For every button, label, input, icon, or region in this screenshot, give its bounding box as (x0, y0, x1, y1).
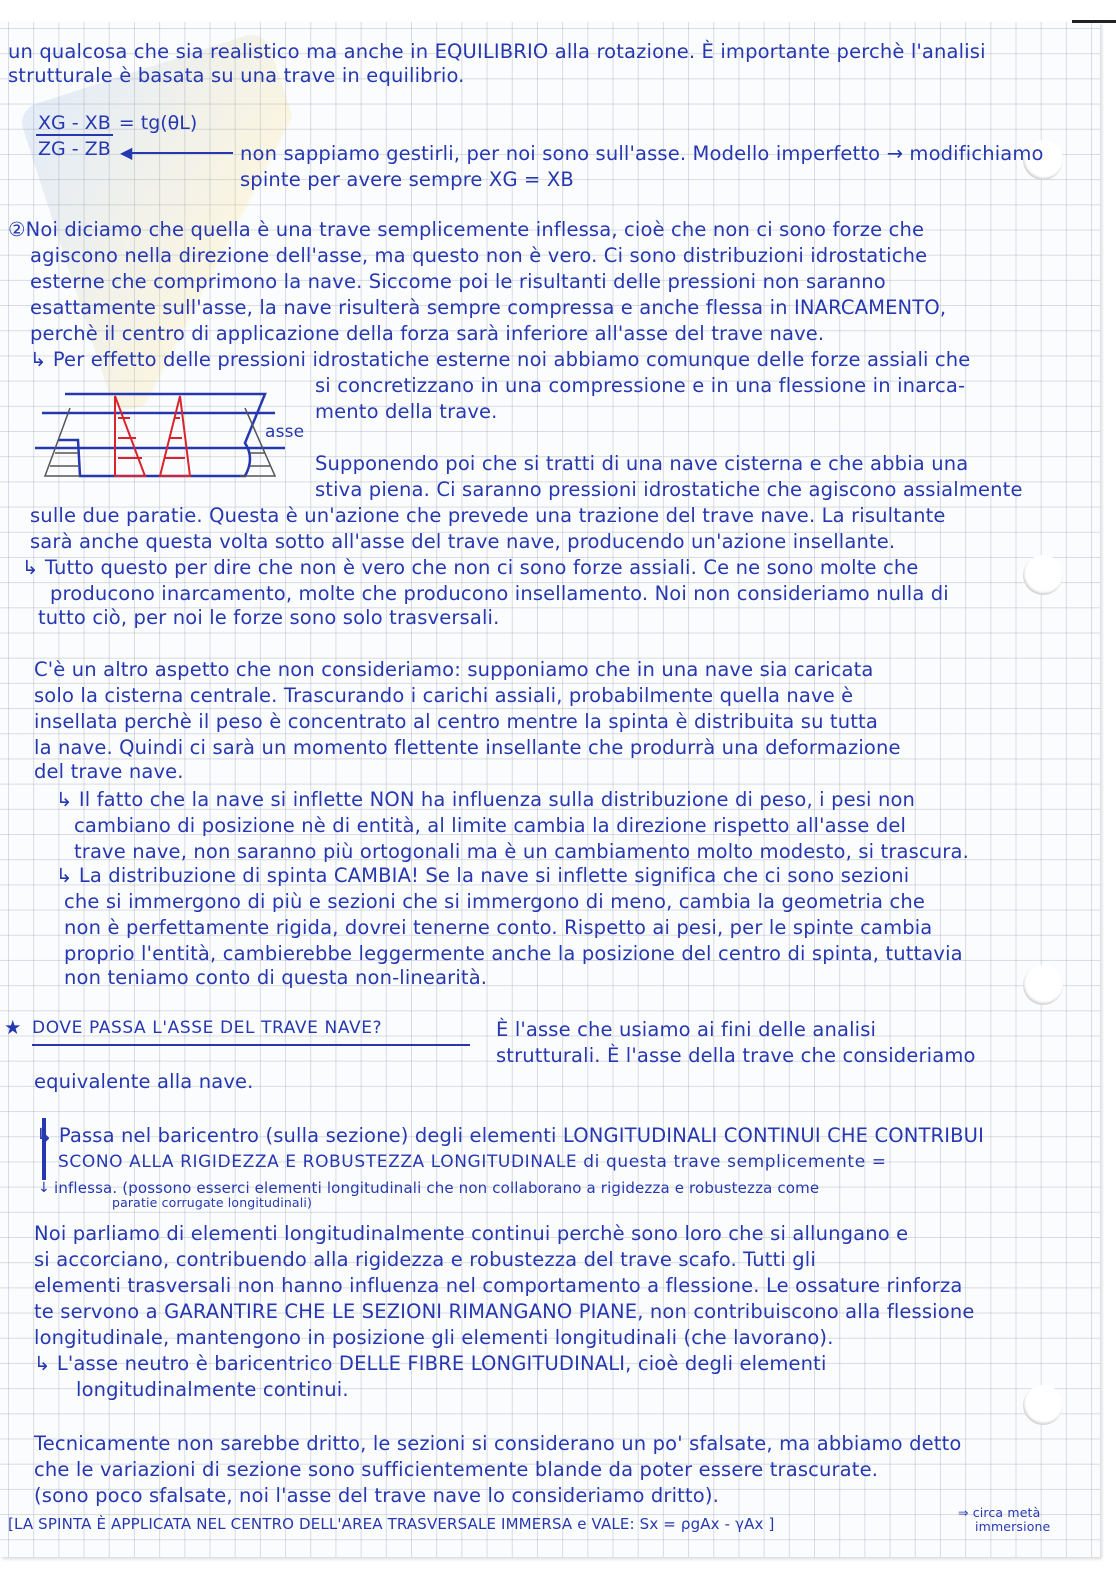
arrow-down-icon: ↓ (38, 1180, 50, 1196)
text-line: [LA SPINTA È APPLICATA NEL CENTRO DELL'AREA TRASVERSALE IMMERSA e VALE: Sx = ρgAx - γAx ] (8, 1515, 775, 1533)
punch-hole (1023, 965, 1063, 1005)
text-line: che si immergono di più e sezioni che si immergono di meno, cambia la geometria che (64, 890, 926, 913)
text-line: mento della trave. (315, 400, 498, 423)
text-line: ↳ Il fatto che la nave si inflette NON ha influenza sulla distribuzione di peso, i pesi non (56, 788, 916, 811)
text-line: inflessa. (possono esserci elementi longitudinali che non collaborano a rigidezza e robustezza come (54, 1179, 820, 1197)
text-line: ↳ Tutto questo per dire che non è vero che non ci sono forze assiali. Ce ne sono molte che (22, 556, 919, 579)
text-line: non è perfettamente rigida, dovrei tenerne conto. Rispetto ai pesi, per le spinte cambia (64, 916, 933, 939)
section-title: DOVE PASSA L'ASSE DEL TRAVE NAVE? (32, 1018, 383, 1038)
text-line: non sappiamo gestirli, per noi sono sull'asse. Modello imperfetto → modifichiamo (240, 142, 1044, 165)
title-underline (32, 1044, 470, 1046)
star-icon: ★ (4, 1016, 22, 1039)
text-line: strutturale è basata su una trave in equilibrio. (8, 64, 465, 87)
text-line: SCONO ALLA RIGIDEZZA E ROBUSTEZZA LONGITUDINALE di questa trave semplicemente = (58, 1152, 887, 1172)
text-line: longitudinalmente continui. (76, 1378, 349, 1401)
text-line: si accorciano, contribuendo alla rigidezza e robustezza del trave scafo. Tutti gli (34, 1248, 816, 1271)
page-corner-mark (1072, 20, 1116, 23)
text-line: insellata perchè il peso è concentrato al centro mentre la spinta è distribuita su tutta (34, 710, 878, 733)
text-line: stiva piena. Ci saranno pressioni idrostatiche che agiscono assialmente (315, 478, 1023, 501)
text-line: È l'asse che usiamo ai fini delle analisi (496, 1018, 877, 1041)
text-line: la nave. Quindi ci sarà un momento flettente insellante che produrrà una deformazione (34, 736, 901, 759)
punch-hole (1023, 555, 1063, 595)
text-line: sulle due paratie. Questa è un'azione che prevede una trazione del trave nave. La risultante (30, 504, 946, 527)
text-line: solo la cisterna centrale. Trascurando i carichi assiali, probabilmente quella nave è (34, 684, 854, 707)
formula-numerator: XG - XB (38, 112, 111, 134)
text-line: strutturali. È l'asse della trave che consideriamo (496, 1044, 976, 1067)
punch-hole (1023, 1385, 1063, 1425)
text-line: trave nave, non saranno più ortogonali ma è un cambiamento molto modesto, si trascura. (74, 840, 969, 863)
text-line: C'è un altro aspetto che non consideriamo: supponiamo che in una nave sia caricata (34, 658, 874, 681)
text-line: esattamente sull'asse, la nave risulterà sempre compressa e anche flessa in INARCAMENTO, (30, 296, 947, 319)
text-line: ↳ La distribuzione di spinta CAMBIA! Se la nave si inflette significa che ci sono sezioni (56, 864, 910, 887)
text-line: si concretizzano in una compressione e in una flessione in inarca- (315, 374, 966, 397)
text-line: Supponendo poi che si tratti di una nave cisterna e che abbia una (315, 452, 969, 475)
text-line: ↳ L'asse neutro è baricentrico DELLE FIBRE LONGITUDINALI, cioè degli elementi (34, 1352, 827, 1375)
text-line: proprio l'entità, cambierebbe leggermente anche la posizione del centro di spinta, tuttavia (64, 942, 963, 965)
text-line: te servono a GARANTIRE CHE LE SEZIONI RIMANGANO PIANE, non contribuiscono alla flessione (34, 1300, 975, 1323)
text-line: longitudinale, mantengono in posizione gli elementi longitudinali (che lavorano). (34, 1326, 834, 1349)
text-line: ↳ Passa nel baricentro (sulla sezione) degli elementi LONGITUDINALI CONTINUI CHE CONTRIBUI (36, 1124, 984, 1147)
arrow-head-icon: ◀ (120, 143, 133, 162)
text-line: tutto ciò, per noi le forze sono solo trasversali. (38, 606, 500, 629)
text-line: perchè il centro di applicazione della forza sarà inferiore all'asse del trave nave. (30, 322, 825, 345)
text-line: elementi trasversali non hanno influenza nel comportamento a flessione. Le ossature rinforza (34, 1274, 963, 1297)
text-line: che le variazioni di sezione sono sufficientemente blande da poter essere trascurate. (34, 1458, 879, 1481)
diagram-label-asse: asse (265, 422, 305, 442)
text-line: sarà anche questa volta sotto all'asse del trave nave, producendo un'azione insellante. (30, 530, 896, 553)
text-line: (sono poco sfalsate, noi l'asse del trave nave lo consideriamo dritto). (34, 1484, 719, 1507)
text-line: cambiano di posizione nè di entità, al limite cambia la direzione rispetto all'asse del (74, 814, 907, 837)
text-line: paratie corrugate longitudinali) (112, 1195, 312, 1210)
text-line: Noi parliamo di elementi longitudinalmente continui perchè sono loro che si allungano e (34, 1222, 909, 1245)
text-line: agiscono nella direzione dell'asse, ma questo non è vero. Ci sono distribuzioni idrostatiche (30, 244, 928, 267)
text-note: ⇒ circa metà (958, 1505, 1041, 1520)
text-line: ②Noi diciamo che quella è una trave semplicemente inflessa, cioè che non ci sono forze che (8, 218, 925, 241)
text-line: un qualcosa che sia realistico ma anche in EQUILIBRIO alla rotazione. È importante perchè l'analisi (8, 40, 986, 63)
text-line: producono inarcamento, molte che producono insellamento. Noi non consideriamo nulla di (50, 582, 949, 605)
text-line: del trave nave. (34, 760, 184, 783)
text-line: esterne che comprimono la nave. Siccome poi le risultanti delle pressioni non saranno (30, 270, 886, 293)
text-line: spinte per avere sempre XG = XB (240, 168, 574, 191)
text-line: equivalente alla nave. (34, 1070, 254, 1093)
text-note: immersione (975, 1519, 1051, 1534)
formula-denominator: ZG - ZB (38, 138, 111, 160)
text-line: ↳ Per effetto delle pressioni idrostatiche esterne noi abbiamo comunque delle forze assiali che (30, 348, 971, 371)
formula-equals: = tg(θL) (118, 112, 198, 134)
text-line: non teniamo conto di questa non-linearità. (64, 966, 488, 989)
arrow-left-icon (128, 152, 233, 154)
text-line: Tecnicamente non sarebbe dritto, le sezioni si considerano un po' sfalsate, ma abbiamo detto (34, 1432, 962, 1455)
